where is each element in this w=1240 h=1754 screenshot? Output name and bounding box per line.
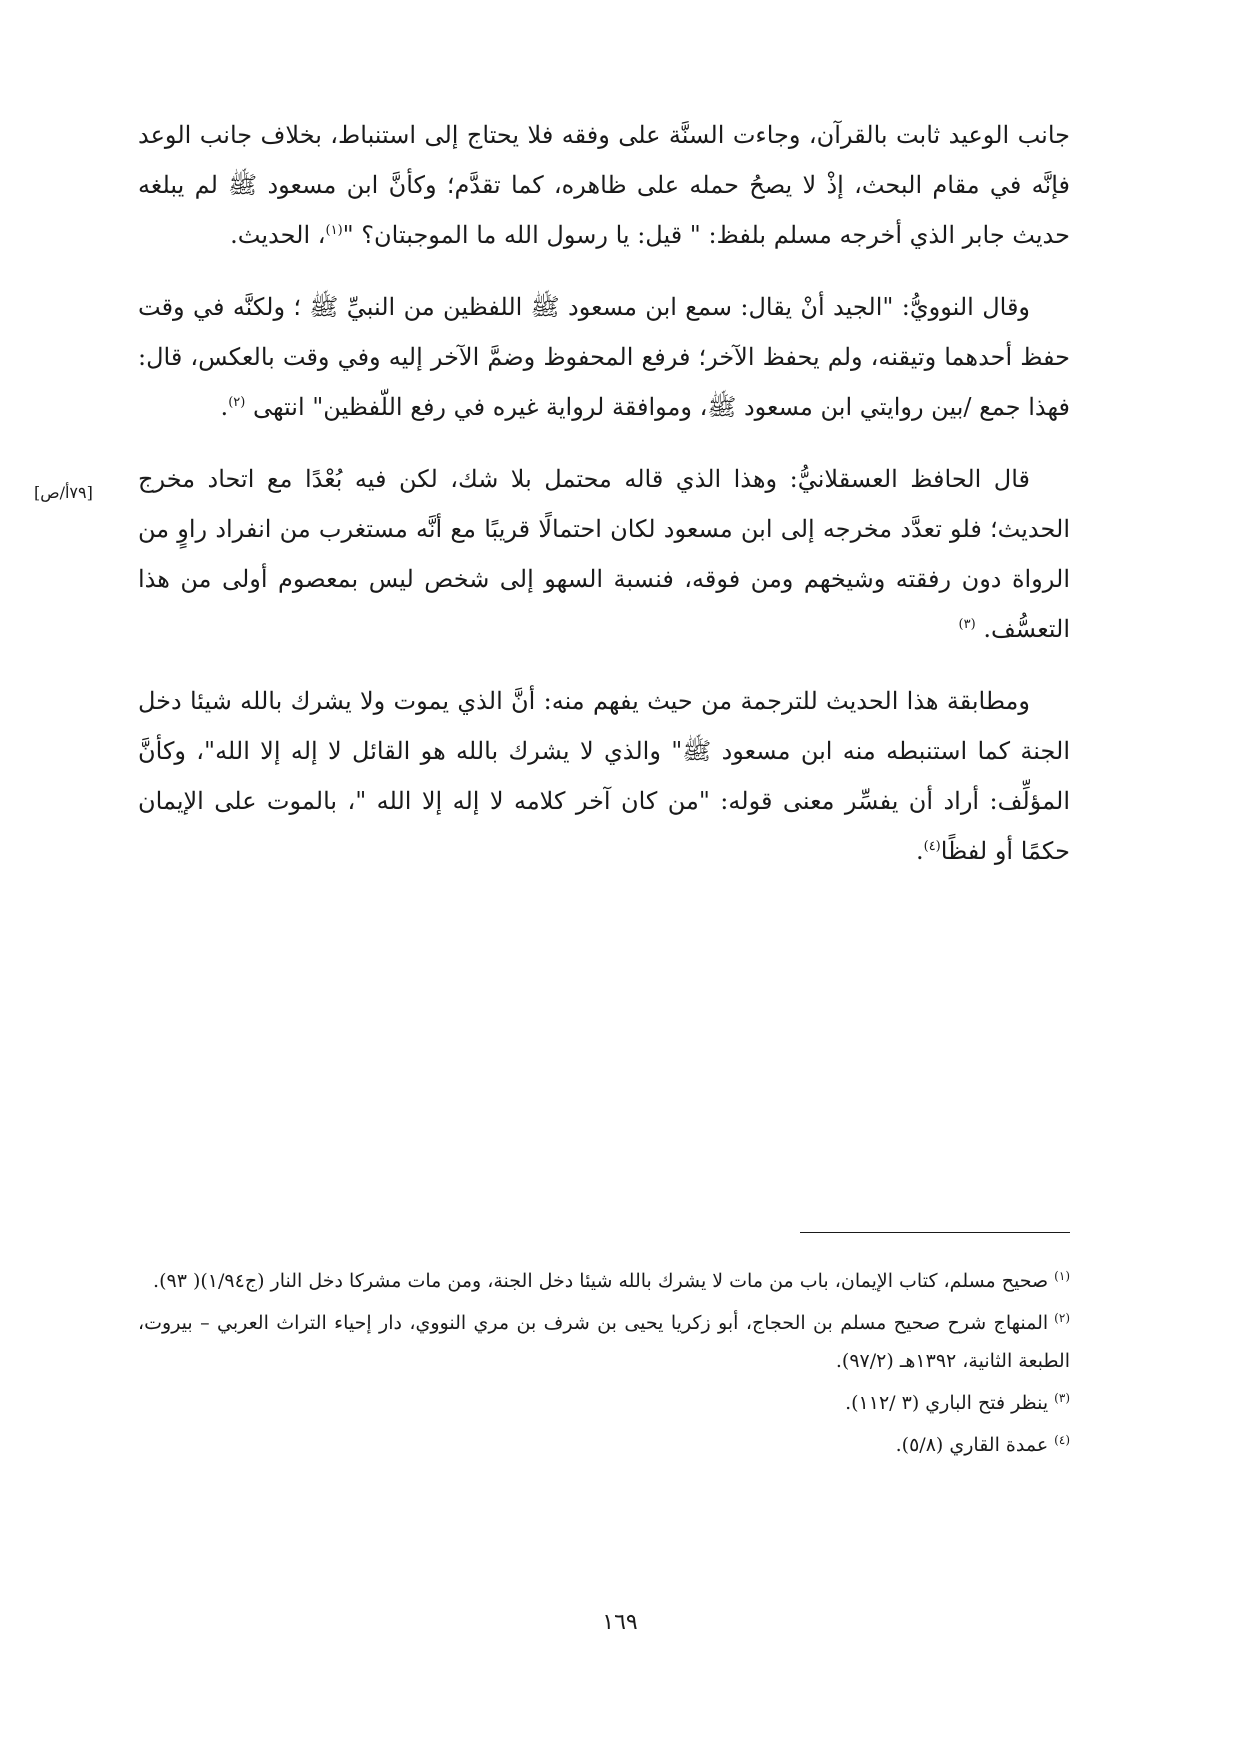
footnotes-section bbox=[138, 1262, 1070, 1468]
footnote-ref-4[interactable]: (٤) bbox=[923, 839, 941, 854]
footnote-1-number: (١) bbox=[1054, 1268, 1070, 1283]
footnote-2-number: (٢) bbox=[1054, 1310, 1070, 1325]
footnote-ref-2[interactable]: (٢) bbox=[228, 395, 246, 410]
footnote-2 bbox=[138, 1304, 1070, 1380]
paragraph-4 bbox=[138, 676, 1070, 876]
paragraph-1-text: جانب الوعيد ثابت بالقرآن، وجاءت السنَّة على وفقه فلا يحتاج إلى استنباط، بخلاف جانب الوعد فإنَّه في مقام البحث، إذْ لا يصحُ حمله على ظاهره، كما تقدَّم؛ وكأنَّ ابن مسعود ﷺ لم يبلغه حديث جابر الذي أخرجه مسلم بلفظ: " قيل: يا رسول الله ما الموجبتان؟ " bbox=[138, 121, 1070, 249]
paragraph-2-tail: . bbox=[220, 393, 229, 421]
footnote-3 bbox=[138, 1384, 1070, 1422]
footnote-1 bbox=[138, 1262, 1070, 1300]
footnote-3-text: ينظر فتح الباري (٣ /١١٢). bbox=[845, 1392, 1049, 1414]
footnote-3-number: (٣) bbox=[1054, 1390, 1070, 1405]
paragraph-2 bbox=[138, 282, 1070, 432]
paragraph-3-text: قال الحافظ العسقلانيُّ: وهذا الذي قاله محتمل بلا شك، لكن فيه بُعْدًا مع اتحاد مخرج الحديث؛ فلو تعدَّد مخرجه إلى ابن مسعود لكان احتمالًا قريبًا مع أنَّه مستغرب من انفراد راوٍ من الرواة دون رفقته وشيخهم ومن فوقه، فنسبة السهو إلى شخص ليس بمعصوم أولى من هذا التعسُّف. bbox=[138, 465, 1070, 643]
paragraph-2-text: وقال النوويُّ: "الجيد أنْ يقال: سمع ابن مسعود ﷺ اللفظين من النبيِّ ﷺ ؛ ولكنَّه في وقت حفظ أحدهما وتيقنه، ولم يحفظ الآخر؛ فرفع المحفوظ وضمَّ الآخر إليه وفي وقت بالعكس، قال: فهذا جمع /بين روايتي ابن مسعود ﷺ، وموافقة لرواية غيره في رفع اللّفظين" انتهى bbox=[138, 293, 1070, 421]
footnote-4-text: عمدة القاري (٥/٨). bbox=[895, 1434, 1049, 1456]
main-text bbox=[138, 110, 1070, 898]
footnote-ref-1[interactable]: (١) bbox=[325, 223, 343, 238]
paragraph-4-tail: . bbox=[915, 837, 924, 865]
footnote-ref-3[interactable]: (٣) bbox=[958, 617, 976, 632]
paragraph-3 bbox=[138, 454, 1070, 654]
footnote-2-text: المنهاج شرح صحيح مسلم بن الحجاج، أبو زكريا يحيى بن شرف بن مري النووي، دار إحياء التراث العربي – بيروت، الطبعة الثانية، ١٣٩٢هـ (٩٧/٢). bbox=[138, 1312, 1070, 1372]
footnote-separator bbox=[800, 1232, 1070, 1233]
paragraph-1-tail: ، الحديث. bbox=[230, 221, 326, 249]
footnote-4 bbox=[138, 1426, 1070, 1464]
footnote-4-number: (٤) bbox=[1054, 1432, 1070, 1447]
paragraph-1 bbox=[138, 110, 1070, 260]
footnote-1-text: صحيح مسلم، كتاب الإيمان، باب من مات لا يشرك بالله شيئا دخل الجنة، ومن مات مشركا دخل النار (ج١/٩٤)( ٩٣). bbox=[153, 1270, 1049, 1292]
manuscript-folio-marker: [٧٩أ/ص] bbox=[34, 483, 93, 502]
page-number: ١٦٩ bbox=[602, 1610, 638, 1635]
paragraph-4-text: ومطابقة هذا الحديث للترجمة من حيث يفهم منه: أنَّ الذي يموت ولا يشرك بالله شيئا دخل الجنة كما استنبطه منه ابن مسعود ﷺ" والذي لا يشرك بالله هو القائل لا إله إلا الله"، وكأنَّ المؤلِّف: أراد أن يفسِّر معنى قوله: "من كان آخر كلامه لا إله إلا الله "، بالموت على الإيمان حكمًا أو لفظًا bbox=[138, 687, 1070, 865]
